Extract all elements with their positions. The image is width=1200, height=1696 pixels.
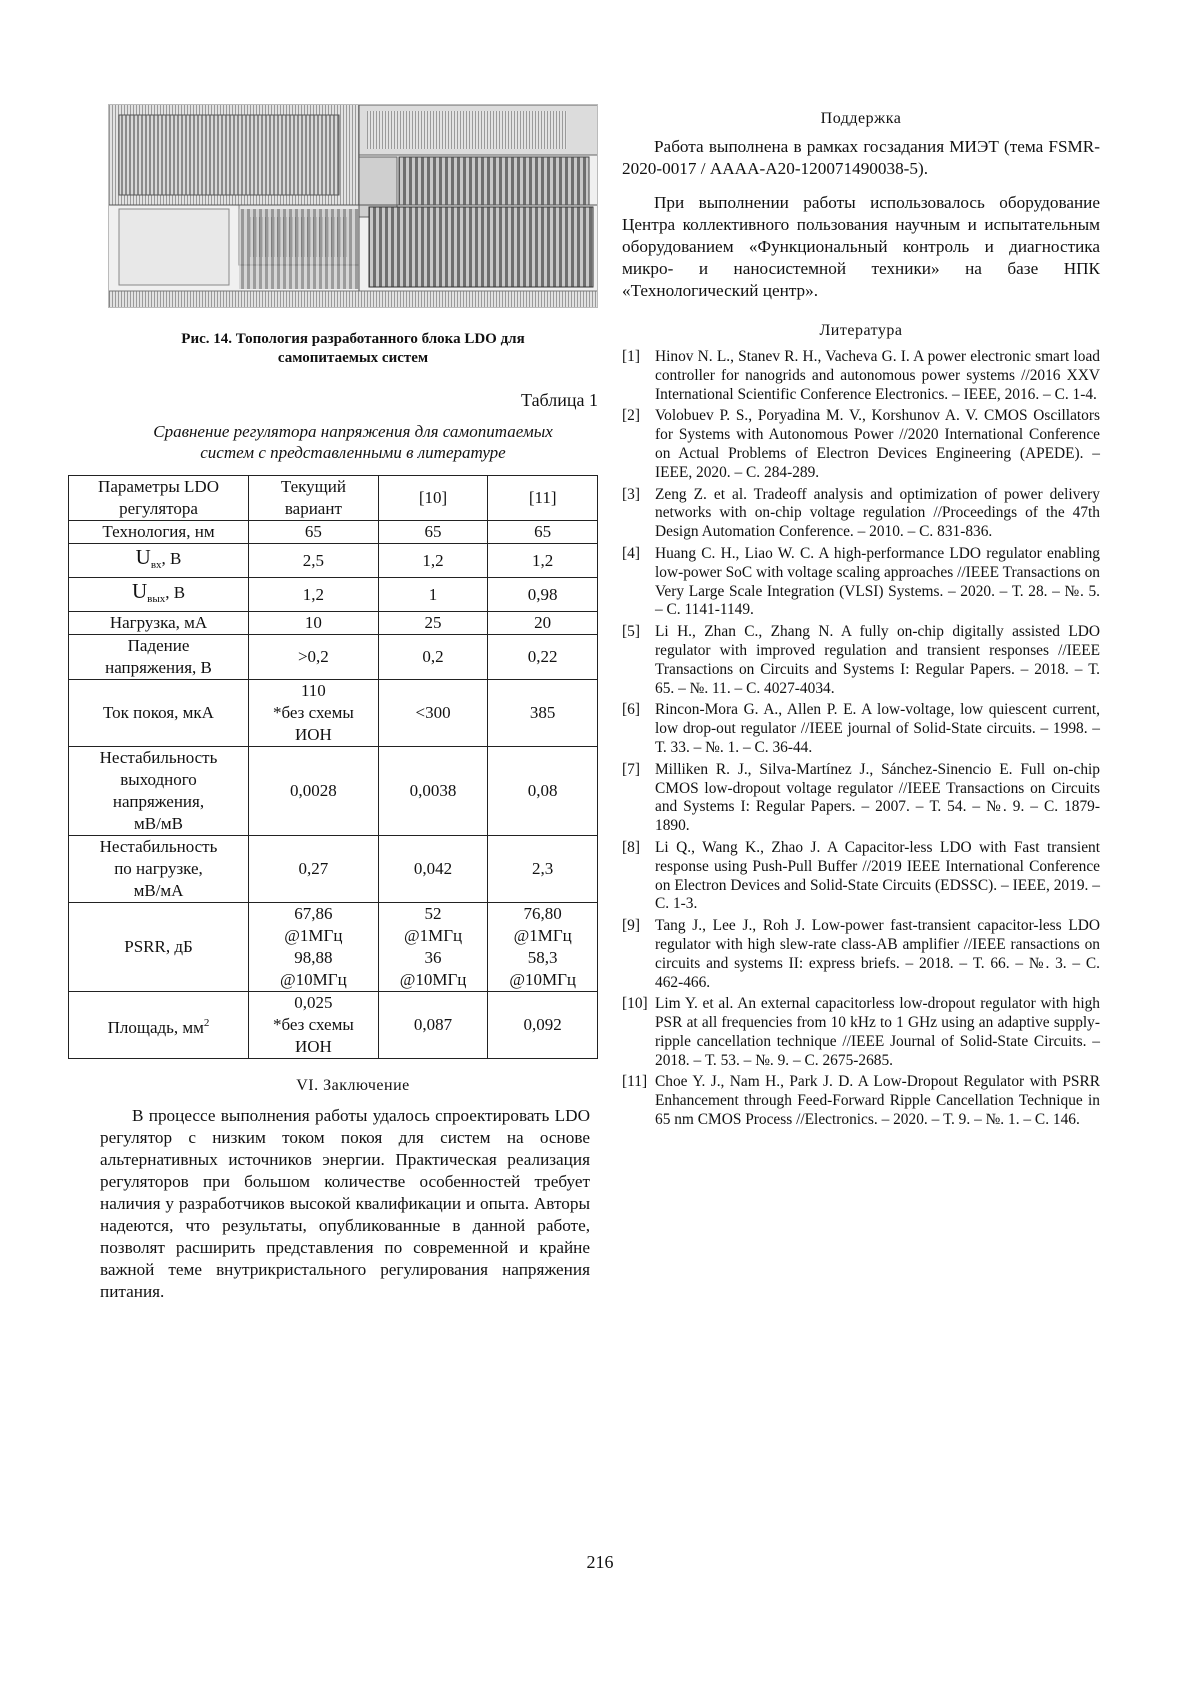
param-cell: Нестабильность по нагрузке, мВ/мА [69, 836, 249, 903]
param-cell: $U_{вх}$, В [69, 544, 249, 578]
value-cell: 0,0038 [378, 747, 488, 836]
value-cell: 2,5 [249, 544, 379, 578]
param-cell: Нагрузка, мА [69, 612, 249, 635]
header-cell: Параметры LDO регулятора [69, 476, 249, 521]
conclusion-paragraph: В процессе выполнения работы удалось спроектировать LDO регулятор с низким током покоя для систем на основе альтернативных источников энергии. Практическая реализация регуляторов при большом количестве особенностей требует наличия у разработчиков высокой квалификации и опыта. Авторы надеются, что результаты, опубликованные в данной работе, позволят расширить представления по современной и крайне важной теме внутрикристального регулирования напряжения питания. [100, 1106, 590, 1301]
param-cell: Нестабильность выходного напряжения, мВ/мВ [69, 747, 249, 836]
param-cell: PSRR, дБ [69, 903, 249, 992]
references-heading: Литература [819, 322, 903, 339]
reference-item: [3] Zeng Z. et al. Tradeoff analysis and optimization of power delivery networks with on-chip voltage regulation //Proceedings of the 47th Design Automation Conference. – 2010. – С. 831-836. [622, 485, 1100, 541]
value-cell: 385 [488, 680, 598, 747]
reference-item: [7] Milliken R. J., Silva-Martínez J., Sánchez-Sinencio E. Full on-chip CMOS low-dropout voltage regulator //IEEE Transactions on Circuits and Systems I: Regular Papers. – 2007. – Т. 54. – №. 9. – С. 1879-1890. [622, 760, 1100, 835]
value-cell: >0,2 [249, 635, 379, 680]
reference-item: [10] Lim Y. et al. An external capacitorless low-dropout regulator with high PSR at all frequencies from 10 kHz to 1 GHz using an adaptive supply-ripple cancellation technique //IEEE Journal of Solid-State Circuits. – 2018. – Т. 53. – №. 9. – С. 2675-2685. [622, 995, 1100, 1069]
value-cell: 0,025 *без схемы ИОН [249, 992, 379, 1059]
reference-item: [4] Huang C. H., Liao W. C. A high-performance LDO regulator enabling low-power SoC with voltage scaling approaches //IEEE Transactions on Very Large Scale Integration (VLSI) Systems. – 2020. – Т. 28. – №. 5. – С. 1141-1149. [622, 544, 1100, 619]
header-cell: [10] [378, 476, 488, 521]
reference-item: [1] Hinov N. L., Stanev R. H., Vacheva G. I. A power electronic smart load controller for nanogrids and autonomous power systems //2016 XXV International Scientific Conference Electronics. – IEEE, 2016. – С. 1-4. [622, 348, 1100, 403]
figure-caption: Рис. 14. Топология разработанного блока LDO для самопитаемых систем [181, 331, 525, 366]
value-cell: 0,0028 [249, 747, 379, 836]
table-row [69, 680, 598, 747]
table-row [69, 544, 598, 578]
table-row [69, 747, 598, 836]
value-cell: 0,98 [488, 578, 598, 612]
value-cell: 20 [488, 612, 598, 635]
value-cell: 0,042 [378, 836, 488, 903]
reference-item: [9] Tang J., Lee J., Roh J. Low-power fast-transient capacitor-less LDO regulator with high slew-rate class-AB amplifier //IEEE ransactions on circuits and systems II: express briefs. – 2018. – Т. 66. – №. 3. – С. 462-466. [622, 917, 1100, 991]
right-column [622, 110, 1100, 1133]
table-row [69, 992, 598, 1059]
left-column [98, 104, 598, 1303]
conclusion-section [100, 1105, 590, 1303]
value-cell: 0,27 [249, 836, 379, 903]
page-number: 216 [586, 1552, 614, 1572]
ldo-layout-figure [108, 104, 598, 308]
table-number: Таблица 1 [521, 390, 598, 410]
value-cell: 0,087 [378, 992, 488, 1059]
ldo-layout-image [109, 105, 598, 308]
table-row [69, 903, 598, 992]
value-cell: 76,80 @1МГц 58,3 @10МГц [488, 903, 598, 992]
param-cell: Технология, нм [69, 521, 249, 544]
support-paragraph-2: При выполнении работы использовалось оборудование Центра коллективного пользования научным и испытательным оборудованием «Функциональный контроль и диагностика микро- и наносистемной техники» на базе НПК «Технологический центр». [622, 193, 1100, 300]
value-cell: 0,22 [488, 635, 598, 680]
reference-item: [11] Choe Y. J., Nam H., Park J. D. A Low-Dropout Regulator with PSRR Enhancement through Feed-Forward Ripple Cancellation Technique in 65 nm CMOS Process //Electronics. – 2020. – Т. 9. – №. 1. – С. 146. [622, 1073, 1100, 1129]
value-cell: 65 [488, 521, 598, 544]
conclusion-heading: VI. Заключение [296, 1077, 410, 1094]
reference-item: [2] Volobuev P. S., Poryadina M. V., Korshunov A. V. CMOS Oscillators for Systems with Autonomous Power //2020 International Conference on Actual Problems of Electron Devices Engineering (APEDE). – IEEE, 2020. – С. 284-289. [622, 407, 1100, 481]
value-cell: 65 [378, 521, 488, 544]
table-row [69, 836, 598, 903]
value-cell: 52 @1МГц 36 @10МГц [378, 903, 488, 992]
value-cell: 1,2 [249, 578, 379, 612]
value-cell: 110 *без схемы ИОН [249, 680, 379, 747]
param-cell: Падение напряжения, В [69, 635, 249, 680]
value-cell: 0,2 [378, 635, 488, 680]
table-row [69, 578, 598, 612]
param-cell: Площадь, $мм^2$ [69, 992, 249, 1059]
value-cell: 1,2 [378, 544, 488, 578]
reference-item: [5] Li H., Zhan C., Zhang N. A fully on-chip digitally assisted LDO regulator with improved regulation and transient responses //IEEE Transactions on Circuits and Systems I: Regular Papers. – 2018. – Т. 65. – №. 11. – С. 4027-4034. [622, 623, 1100, 697]
value-cell: 1,2 [488, 544, 598, 578]
header-cell: Текущий вариант [249, 476, 379, 521]
value-cell: 1 [378, 578, 488, 612]
support-heading: Поддержка [820, 110, 902, 127]
table-title: Сравнение регулятора напряжения для самопитаемых систем с представленными в литературе [153, 422, 553, 462]
comparison-table [68, 475, 598, 1059]
value-cell: 0,08 [488, 747, 598, 836]
param-cell: Ток покоя, мкА [69, 680, 249, 747]
value-cell: 10 [249, 612, 379, 635]
support-paragraph-1: Работа выполнена в рамках госзадания МИЭТ (тема FSMR-2020-0017 / АААА-А20-120071490038-5). [622, 137, 1100, 178]
table-row [69, 521, 598, 544]
table-row [69, 635, 598, 680]
value-cell: 2,3 [488, 836, 598, 903]
value-cell: 25 [378, 612, 488, 635]
table-row [69, 612, 598, 635]
param-cell: $U_{вых}$, В [69, 578, 249, 612]
header-cell: [11] [488, 476, 598, 521]
reference-item: [8] Li Q., Wang K., Zhao J. A Capacitor-less LDO with Fast transient response using Push-Pull Buffer //2019 IEEE International Conference on Electron Devices and Solid-State Circuits (EDSSC). – IEEE, 2019. – С. 1-3. [622, 838, 1100, 913]
value-cell: 67,86 @1МГц 98,88 @10МГц [249, 903, 379, 992]
value-cell: 65 [249, 521, 379, 544]
value-cell: <300 [378, 680, 488, 747]
table-header-row [69, 476, 598, 521]
reference-item: [6] Rincon-Mora G. A., Allen P. E. A low-voltage, low quiescent current, low drop-out regulator //IEEE journal of Solid-State circuits. – 1998. – Т. 33. – №. 1. – С. 36-44. [622, 701, 1100, 756]
value-cell: 0,092 [488, 992, 598, 1059]
references-list [622, 348, 1100, 1130]
